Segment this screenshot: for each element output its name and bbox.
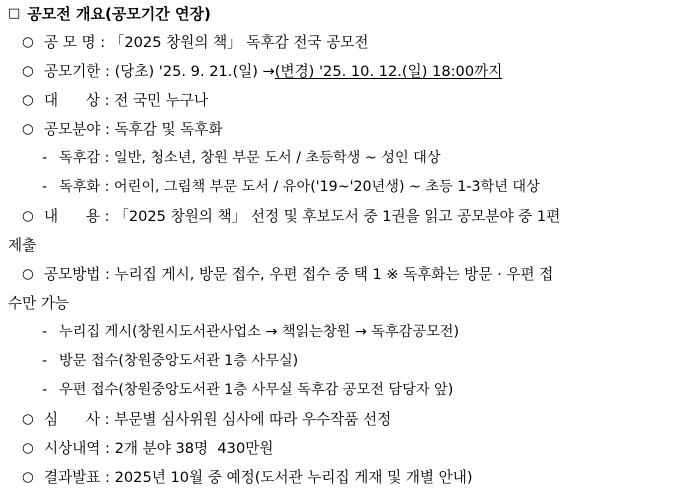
sub-list-item (0, 376, 698, 405)
circle-bullet-icon: ○ (22, 92, 34, 108)
list-item-text: 결과발표 : 2025년 10월 중 예정(도서관 누리집 게재 및 개별 안내) (44, 469, 473, 486)
list-item-text: 내 용 : 「2025 창원의 책」 선정 및 후보도서 중 1권을 읽고 공모분야 중 1편 (44, 208, 561, 225)
deadline-original-text: 공모기한 : (당초) '25. 9. 21.(일) → (44, 63, 275, 80)
sub-list-item (0, 347, 698, 376)
dash-bullet-icon: - (42, 353, 48, 369)
list-item (0, 260, 698, 289)
circle-bullet-icon: ○ (22, 63, 34, 79)
sub-list-item-text: 우편 접수(창원중앙도서관 1층 사무실 독후감 공모전 담당자 앞) (59, 382, 454, 398)
circle-bullet-icon: ○ (22, 208, 34, 224)
list-item-text: 심 사 : 부문별 심사위원 심사에 따라 우수작품 선정 (44, 411, 392, 428)
circle-bullet-icon: ○ (22, 469, 34, 485)
list-item-text: 대 상 : 전 국민 누구나 (44, 92, 209, 109)
list-item-continuation (0, 231, 698, 260)
list-item (0, 434, 698, 463)
list-item-text: 공 모 명 : 「2025 창원의 책」 독후감 전국 공모전 (44, 34, 369, 51)
list-item-continuation-text: 수만 가능 (8, 295, 70, 312)
circle-bullet-icon: ○ (22, 121, 34, 137)
dash-bullet-icon: - (42, 324, 48, 340)
deadline-changed-text: (변경) '25. 10. 12.(일) 18:00까지 (274, 63, 503, 80)
section-heading (0, 0, 698, 28)
circle-bullet-icon: ○ (22, 440, 34, 456)
circle-bullet-icon: ○ (22, 411, 34, 427)
circle-bullet-icon: ○ (22, 34, 34, 50)
list-item (0, 86, 698, 115)
list-item-text: 시상내역 : 2개 분야 38명 430만원 (44, 440, 274, 457)
sub-list-item-text: 독후감 : 일반, 청소년, 창원 부문 도서 / 초등학생 ~ 성인 대상 (59, 150, 441, 166)
list-item-continuation (0, 289, 698, 318)
list-item (0, 405, 698, 434)
list-item (0, 28, 698, 57)
list-item-text: 공모방법 : 누리집 게시, 방문 접수, 우편 접수 중 택 1 ※ 독후화는 방문 · 우편 접 (44, 266, 554, 283)
circle-bullet-icon: ○ (22, 266, 34, 282)
list-item-continuation-text: 제출 (8, 237, 37, 254)
dash-bullet-icon: - (42, 382, 48, 398)
dash-bullet-icon: - (42, 179, 48, 195)
dash-bullet-icon: - (42, 150, 48, 166)
list-item (0, 115, 698, 144)
list-item (0, 202, 698, 231)
sub-list-item (0, 173, 698, 202)
sub-list-item (0, 144, 698, 173)
sub-list-item-text: 방문 접수(창원중앙도서관 1층 사무실) (59, 353, 299, 369)
sub-list-item (0, 318, 698, 347)
sub-list-item-text: 독후화 : 어린이, 그림책 부문 도서 / 유아('19~'20년생) ~ 초등 1-3학년 대상 (59, 179, 540, 195)
list-item-deadline (0, 57, 698, 86)
section-heading-text: 공모전 개요(공모기간 연장) (27, 5, 211, 23)
list-item-text: 공모분야 : 독후감 및 독후화 (44, 121, 223, 138)
list-item (0, 463, 698, 492)
square-bullet-icon: □ (8, 6, 21, 21)
sub-list-item-text: 누리집 게시(창원시도서관사업소 → 책읽는창원 → 독후감공모전) (59, 324, 460, 340)
